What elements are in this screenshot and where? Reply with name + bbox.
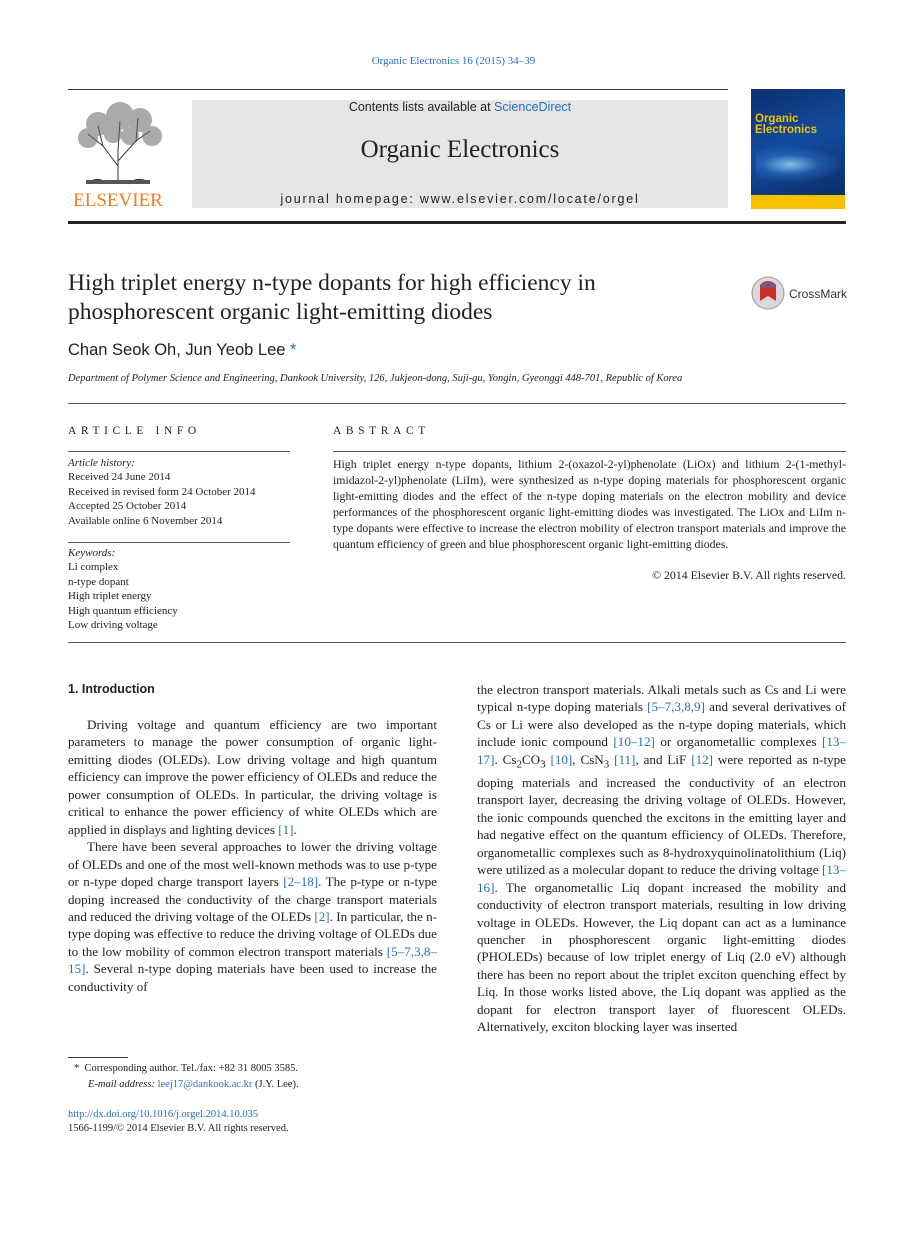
history-item: Received 24 June 2014: [68, 471, 171, 484]
footnote-rule: [68, 1057, 128, 1058]
abstract-text: High triplet energy n-type dopants, lithium 2-(oxazol-2-yl)phenolate (LiOx) and lithium 2-(1-methyl-imidazol-2-yl)phenolate (LiIm), were synthesized as n-type doping materials for phosphorescent organic light-emitting diodes and the effect of the n-type doping materials on the electron mobility and device performances of the phosphorescent organic light-emitting diodes was investigated. The LiOx and LiIm n-type dopants were effective to increase the electron mobility of electron transport materials and improve the quantum efficiency of green and blue phosphorescent organic light-emitting diodes.: [333, 457, 846, 551]
keywords: [68, 546, 298, 632]
crossmark-label: CrossMark: [789, 287, 848, 301]
reference-link[interactable]: [10–12]: [613, 734, 655, 750]
body-left-column: [68, 716, 437, 995]
email-link[interactable]: leej17@dankook.ac.kr: [157, 1079, 253, 1090]
paragraph: Driving voltage and quantum efficiency are two important parameters to manage the power consumption of organic light-emitting diodes (OLEDs). Low driving voltage and high quantum efficiency can improve the power efficiency of OLEDs and reduce the power consumption of OLEDs. In particular, the driving voltage is critical to enhance the power efficiency of white OLEDs which are applied in displays and lighting devices [1].: [68, 717, 437, 837]
article-info-heading: ARTICLE INFO: [68, 425, 201, 437]
contents-line: [192, 100, 728, 114]
cover-light-beam: [756, 147, 841, 182]
journal-cover-image: [751, 89, 845, 209]
reference-link[interactable]: [11]: [614, 751, 636, 767]
elsevier-logo: [68, 96, 168, 208]
history-item: Available online 6 November 2014: [68, 514, 223, 527]
affiliation-rule: [68, 403, 846, 404]
keyword: Low driving voltage: [68, 619, 158, 632]
article-history: [68, 456, 298, 528]
history-item: Accepted 25 October 2014: [68, 500, 187, 513]
section-heading: 1. Introduction: [68, 682, 155, 696]
journal-name: Organic Electronics: [360, 136, 560, 163]
reference-link[interactable]: [1]: [278, 821, 294, 837]
article-title: High triplet energy n-type dopants for high efficiency in phosphorescent organic light-emitting diodes: [68, 270, 596, 325]
article-info-rule: [68, 451, 290, 452]
reference-link[interactable]: [13–17]: [477, 734, 846, 767]
reference-link[interactable]: [12]: [691, 751, 714, 767]
cover-title: Organic Electronics: [755, 113, 817, 136]
journal-citation[interactable]: Organic Electronics 16 (2015) 34–39: [371, 55, 536, 67]
journal-banner: [192, 100, 728, 208]
abstract-rule: [333, 451, 846, 452]
issn-copyright: 1566-1199/© 2014 Elsevier B.V. All rights reserved.: [68, 1123, 289, 1134]
keywords-rule: [68, 542, 290, 543]
header-top-rule: [68, 89, 728, 90]
reference-link[interactable]: [10]: [550, 751, 573, 767]
reference-link[interactable]: [13–16]: [477, 862, 846, 895]
body-right-column: [477, 681, 846, 1036]
abstract-heading: ABSTRACT: [333, 425, 430, 437]
reference-link[interactable]: [5–7,3,8–15]: [68, 943, 437, 977]
corresponding-footnote: * Corresponding author. Tel./fax: +82 31 8005 3585.: [74, 1063, 299, 1074]
header-thick-rule: [68, 221, 846, 224]
affiliation: Department of Polymer Science and Engineering, Dankook University, 126, Jukjeon-dong, Suji-gu, Yongin, Gyeonggi 448-701, Republic of Korea: [68, 373, 683, 384]
journal-homepage[interactable]: journal homepage: www.elsevier.com/locate/orgel: [280, 192, 640, 206]
keyword: n-type dopant: [68, 575, 129, 588]
history-label: Article history:: [68, 457, 135, 469]
sciencedirect-link[interactable]: ScienceDirect: [494, 100, 572, 114]
reference-link[interactable]: [5–7,3,8,9]: [647, 699, 705, 715]
corresponding-author-mark[interactable]: *: [290, 341, 297, 359]
doi-link[interactable]: http://dx.doi.org/10.1016/j.orgel.2014.10.035: [68, 1109, 259, 1120]
reference-link[interactable]: [2–18]: [283, 874, 319, 890]
keyword: Li complex: [68, 561, 119, 574]
authors-names: Chan Seok Oh, Jun Yeob Lee: [68, 341, 286, 359]
paragraph: the electron transport materials. Alkali metals such as Cs and Li were typical n-type doping materials [5–7,3,8,9] and several derivatives of Cs or Li were also developed as the n-type doping materials, which include ionic compound [10–12] or organometallic complexes [13–17]. $Cs_2CO_3$ [10], CsN$_3$ [11], and LiF [12] were reported as n-type doping materials and increased the conductivity of an electron transport layer, decreasing the driving voltage of OLEDs. However, the ionic compounds quenched the excitons in the emitting layer and had negative effect on the quantum efficiency of OLEDs. Therefore, organometallic complexes such as 8-hydroxyquinolinatolithium (Liq) were utilized as a molecular dopant to reduce the driving voltage [13–16]. The organometallic Liq dopant increased the mobility and conductivity of electron transport materials, resulting in low driving voltage in OLEDs. However, the Liq dopant can act as a luminance quencher in phosphorescent organic light-emitting diodes (PHOLEDs) because of low triplet energy of Liq (2.0 eV) although there has been no report about the triplet exciton quenching effect by Liq. In those works listed above, the Liq dopant was applied as the dopant for electron transport layer of fluorescent OLEDs. Alternatively, exciton blocking layer was inserted: [477, 682, 846, 1035]
front-matter-rule: [68, 642, 846, 643]
keyword: High triplet energy: [68, 590, 152, 603]
cover-bottom-bar: [751, 195, 845, 209]
email-footnote: E-mail address: leej17@dankook.ac.kr (J.Y. Lee).: [88, 1079, 299, 1090]
reference-link[interactable]: [2]: [314, 908, 330, 924]
paragraph: There have been several approaches to lower the driving voltage of OLEDs and one of the most well-known methods was to use p-type or n-type doped charge transport layers [2–18]. The p-type or n-type doping increased the conductivity of the charge transport materials and reduced the driving voltage of the OLEDs [2]. In particular, the n-type doping was effective to reduce the driving voltage of OLEDs due to the low mobility of common electron transport materials [5–7,3,8–15]. Several n-type doping materials have been used to increase the conductivity of: [68, 839, 438, 994]
abstract-copyright: © 2014 Elsevier B.V. All rights reserved.: [652, 568, 846, 582]
author-list: [68, 341, 296, 360]
history-item: Received in revised form 24 October 2014: [68, 485, 256, 498]
crossmark-badge[interactable]: [751, 276, 851, 312]
elsevier-wordmark: ELSEVIER: [73, 190, 163, 208]
keywords-label: Keywords:: [68, 547, 116, 559]
contents-prefix: Contents lists available at: [348, 100, 491, 114]
keyword: High quantum efficiency: [68, 604, 178, 617]
